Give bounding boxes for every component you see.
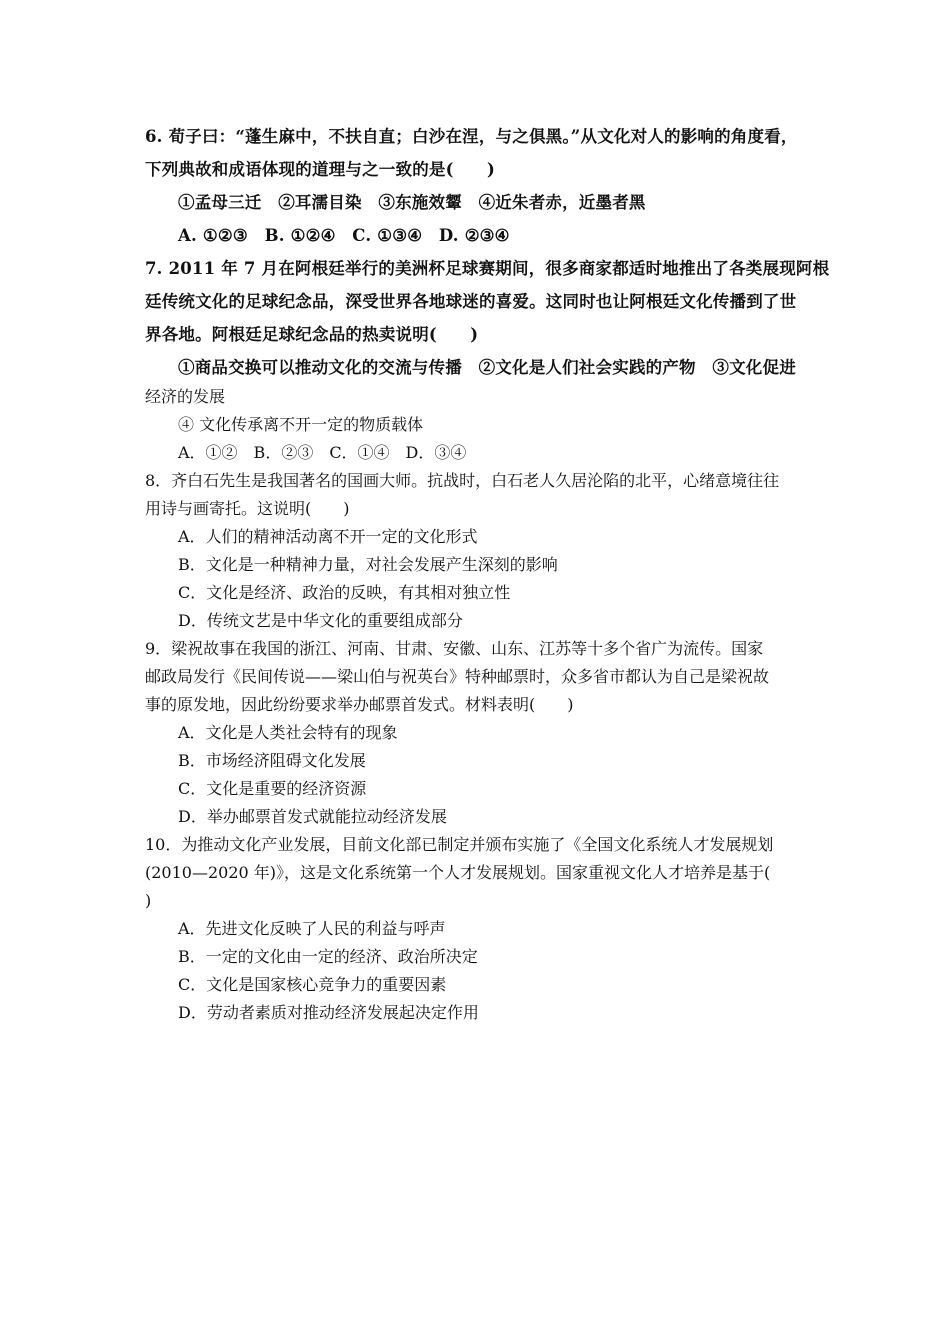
q9-option-a: A．文化是人类社会特有的现象 [178, 723, 398, 742]
q10-option-b: B．一定的文化由一定的经济、政治所决定 [178, 947, 478, 966]
q7-options: A．①② B．②③ C．①④ D．③④ [178, 443, 467, 462]
q10-option-a: A．先进文化反映了人民的利益与呼声 [178, 919, 446, 938]
q10-option-c: C．文化是国家核心竞争力的重要因素 [178, 975, 447, 994]
q8-option-b: B．文化是一种精神力量，对社会发展产生深刻的影响 [178, 555, 558, 574]
q8-stem-line-1: 8．齐白石先生是我国著名的国画大师。抗战时，白石老人久居沦陷的北平，心绪意境往往 [145, 471, 780, 490]
q10-option-d: D．劳动者素质对推动经济发展起决定作用 [178, 1003, 479, 1022]
q8-stem-line-2: 用诗与画寄托。这说明( ) [145, 499, 350, 518]
q9-option-b: B．市场经济阻碍文化发展 [178, 751, 366, 770]
q8-option-c: C．文化是经济、政治的反映，有其相对独立性 [178, 583, 511, 602]
q9-stem-line-3: 事的原发地，因此纷纷要求举办邮票首发式。材料表明( ) [145, 695, 574, 714]
q10-stem-line-3: ) [145, 891, 152, 910]
q6-options: A. ①②③ B. ①②④ C. ①③④ D. ②③④ [178, 226, 510, 245]
q6-stem-line-2: 下列典故和成语体现的道理与之一致的是( ) [145, 160, 496, 179]
q7-items-line-1: ①商品交换可以推动文化的交流与传播 ②文化是人们社会实践的产物 ③文化促进 [178, 358, 796, 377]
q9-option-c: C．文化是重要的经济资源 [178, 779, 367, 798]
q7-items-line-2: 经济的发展 [145, 387, 226, 406]
q8-option-d: D．传统文艺是中华文化的重要组成部分 [178, 611, 463, 630]
q6-stem-line-1: 6. 荀子曰：“蓬生麻中，不扶自直；白沙在涅，与之俱黑。”从文化对人的影响的角度看， [145, 127, 798, 146]
q7-stem-line-3: 界各地。阿根廷足球纪念品的热卖说明( ) [145, 325, 479, 344]
q10-stem-line-1: 10．为推动文化产业发展，目前文化部已制定并颁布实施了《全国文化系统人才发展规划 [145, 835, 774, 854]
q9-stem-line-1: 9．梁祝故事在我国的浙江、河南、甘肃、安徽、山东、江苏等十多个省广为流传。国家 [145, 639, 764, 658]
q6-items: ①孟母三迁 ②耳濡目染 ③东施效颦 ④近朱者赤，近墨者黑 [178, 193, 646, 212]
q9-stem-line-2: 邮政局发行《民间传说——梁山伯与祝英台》特种邮票时，众多省市都认为自己是梁祝故 [145, 667, 770, 686]
q7-item-4: ④ 文化传承离不开一定的物质载体 [178, 415, 424, 434]
q10-stem-line-2: (2010—2020 年)》，这是文化系统第一个人才发展规划。国家重视文化人才培养是基于( [145, 863, 771, 882]
q8-option-a: A．人们的精神活动离不开一定的文化形式 [178, 527, 478, 546]
q7-stem-line-1: 7. 2011 年 7 月在阿根廷举行的美洲杯足球赛期间，很多商家都适时地推出了各类展现阿根 [145, 259, 830, 278]
q7-stem-line-2: 廷传统文化的足球纪念品，深受世界各地球迷的喜爱。这同时也让阿根廷文化传播到了世 [145, 292, 797, 311]
q9-option-d: D．举办邮票首发式就能拉动经济发展 [178, 807, 447, 826]
